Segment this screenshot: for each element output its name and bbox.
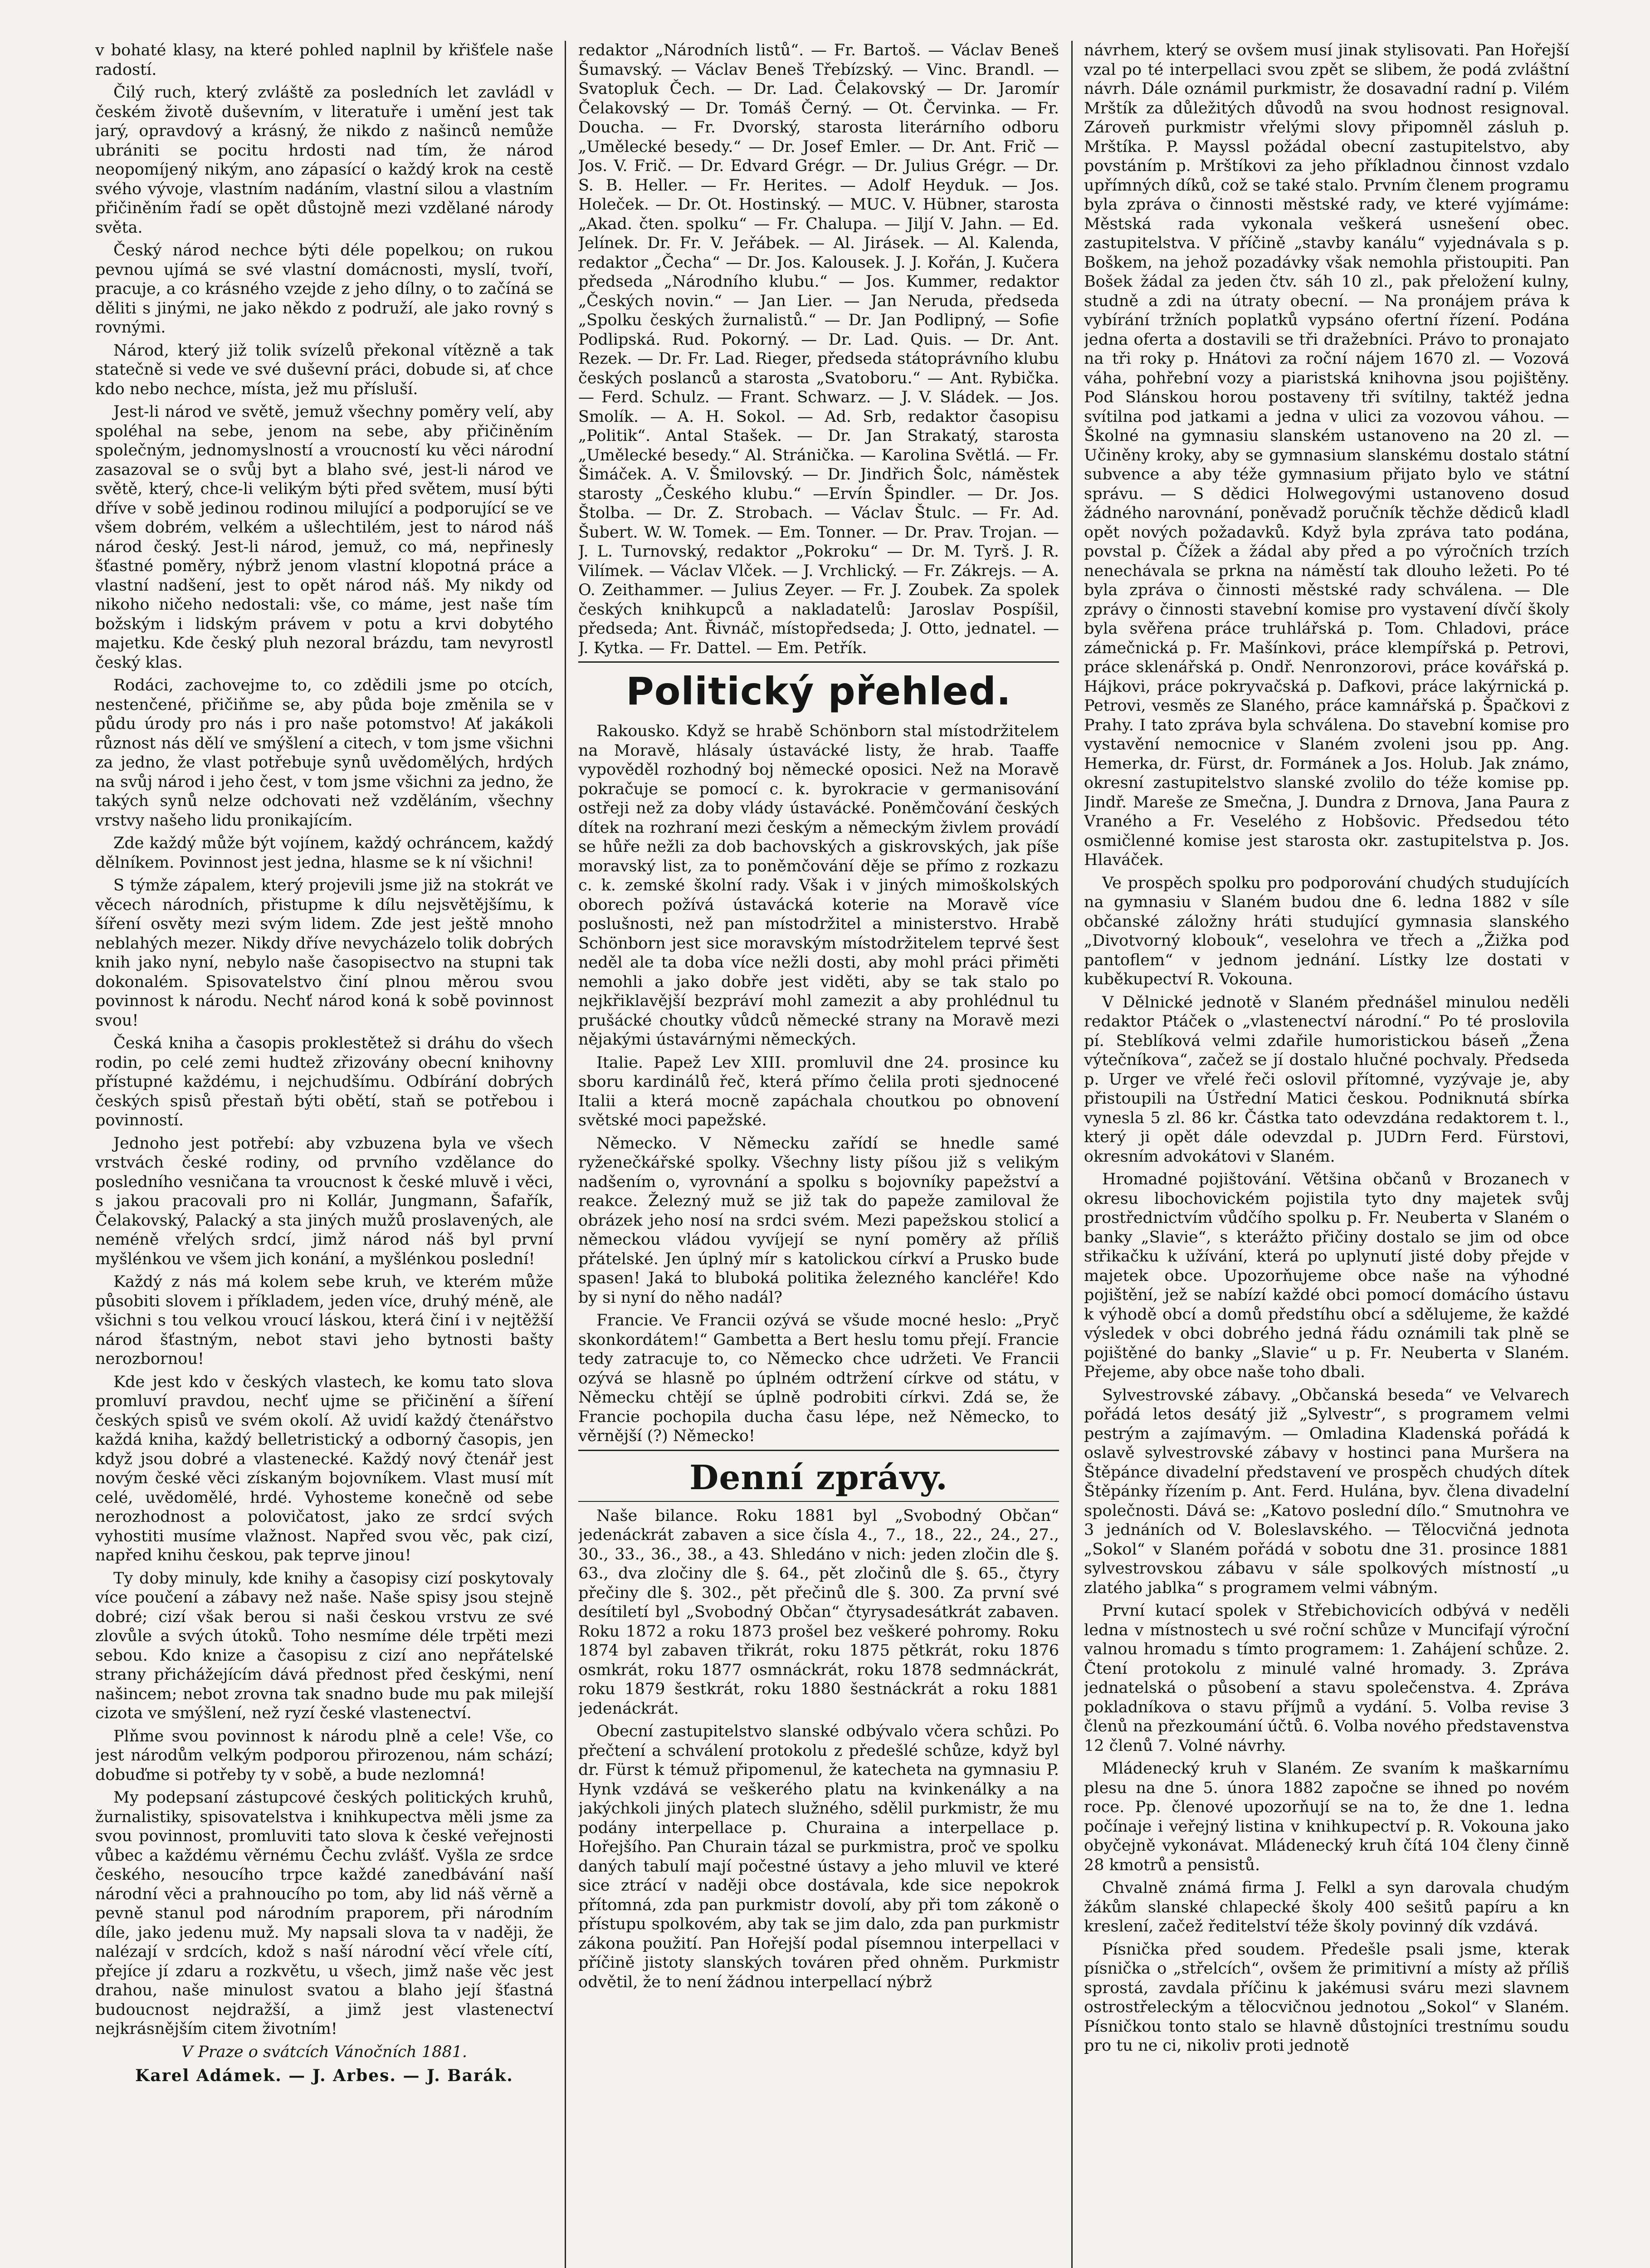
column-1: [95, 41, 553, 2268]
paragraph: Jest-li národ ve světě, jemuž všechny poměry velí, aby spoléhal na sebe, jenom na sebe, aby přičiněním společným, jednomyslností a vroucností ku věci národní zasazoval se o svůj byt a blaho své, jest-li národ ve světě, který, chce-li velikým býti před světem, musí býti dříve v sobě jedinou rodinou milující a podporující se ve všem dobrém, velkém a ušlechtilém, jest to národ náš národ český. Jest-li národ, jemuž, co má, nepřinesly šťastné poměry, nýbrž jenom vlastní klopotná práce a vlastní nadšení, jest to opět národ náš. My nikdy od nikoho ničeho nedostali: vše, co máme, jest naše tím božským i lidským právem v potu a krvi dobytého majetku. Kde český pluh nezoral brázdu, tam nevyrostl český klas.: [95, 403, 553, 672]
politics-item: Francie. Ve Francii ozývá se všude mocné heslo: „Pryč skonkordátem!“ Gambetta a Bert heslu tomu přejí. Francie tedy zatracuje to, co Německo chce udržeti. Ve Francii ozývá se hlasně po úplném odtržení církve od státu, v Německu chtějí se úplně podrobiti církvi. Zdá se, že Francie pochopila ducha času lépe, než Německo, to věrnější (?) Německo!: [578, 1311, 1059, 1445]
paragraph: Každý z nás má kolem sebe kruh, ve kterém může působiti slovem i příkladem, jeden více, druhý méně, ale všichni s tou velkou vroucí láskou, která činí i v nejtěžší národ šťastným, nebot stavi jeho bytnosti bašty nerozbornou!: [95, 1273, 553, 1368]
politics-item: Německo. V Německu zařídí se hnedle samé ryženečkářské spolky. Všechny listy píšou již s velikým nadšením o, vyrovnání a spolku s bojovníky papežství a reakce. Železný muž se již tak do papeže zamiloval že obrázek jeho nosí na srdci svém. Mezi papežskou stolicí a německou vládou vyvíjejí se nyní poměry až příliš přátelské. Jen úplný mír s katolickou církví a Prusko bude spasen! Jaká to bluboká politika železného kancléře! Kdo by si nyní do něho nadál?: [578, 1134, 1059, 1307]
paragraph: Plňme svou povinnost k národu plně a cele! Vše, co jest národům velkým podporou přirozenou, nám schází; dobuďme si potřeby ty v sobě, a bude nezlomná!: [95, 1727, 553, 1784]
divider: [578, 1450, 1059, 1451]
paragraph: Čilý ruch, který zvláště za posledních let zavládl v českém životě duševním, v literatuře i umění jest tak jarý, opravdový a krásný, že nikdo z našinců nemůže ubrániti se pocitu hrdosti nad tím, že národ neopomíjený nikým, ano zápasící o každý krok na cestě svého vývoje, vlastním nadáním, vlastní silou a vlastním přičiněním řadí se opět důstojně mezi vzdělané národy světa.: [95, 83, 553, 237]
paragraph: Český národ nechce býti déle popelkou; on rukou pevnou ujímá se své vlastní domácnosti, myslí, tvoří, pracuje, a co krásného vzejde z jeho dílny, o to začíná se děliti s jinými, ne jako někdo z podruží, ale jako rovný s rovnými.: [95, 241, 553, 337]
section-heading-news: Denní zprávy.: [689, 1458, 948, 1497]
paragraph: Česká kniha a časopis proklestětež si dráhu do všech rodin, po celé zemi hudtež zřizovány obecní knihovny přístupné každému, i nejchudšímu. Odbírání dobrých českých spisů přestaň býti obětí, staň se potřebou i povinností.: [95, 1034, 553, 1129]
signatories-list: redaktor „Národních listů“. — Fr. Bartoš. — Václav Beneš Šumavský. — Václav Beneš Třebízský. — Vinc. Brandl. — Svatopluk Čech. — Dr. Lad. Čelakovský — Dr. Jaromír Čelakovský — Dr. Tomáš Černý. — Ot. Červinka. — Fr. Doucha. — Fr. Dvorský, starosta literárního odboru „Umělecké besedy.“ — Dr. Josef Emler. — Dr. Ant. Frič — Jos. V. Frič. — Dr. Edvard Grégr. — Dr. Julius Grégr. — Dr. S. B. Heller. — Fr. Herites. — Adolf Heyduk. — Jos. Holeček. — Dr. Ot. Hostinský. — MUC. V. Hübner, starosta „Akad. čten. spolku“ — Fr. Chalupa. — Jiljí V. Jahn. — Ed. Jelínek. Dr. Fr. V. Jeřábek. — Al. Jirásek. — Al. Kalenda, redaktor „Čecha“ — Dr. Jos. Kalousek. J. J. Kořán, J. Kučera předseda „Národního klubu.“ — Jos. Kummer, redaktor „Českých novin.“ — Jan Lier. — Jan Neruda, předseda „Spolku českých žurnalistů.“ — Dr. Jan Podlipný, — Sofie Podlipská. Rud. Pokorný. — Dr. Lad. Quis. — Dr. Ant. Rezek. — Dr. Fr. Lad. Rieger, předseda státoprávního klubu českých poslanců a starosta „Svatoboru.“ — Ant. Rybička. — Ferd. Schulz. — Frant. Schwarz. — J. V. Sládek. — Jos. Smolík. — A. H. Sokol. — Ad. Srb, redaktor časopisu „Politik“. Antal Stašek. — Dr. Jan Strakatý, starosta „Umělecké besedy.“ Al. Stránička. — Karolina Světlá. — Fr. Šimáček. A. V. Šmilovský. — Dr. Jindřich Šolc, náměstek starosty „Českého klubu.“ —Ervín Špindler. — Dr. Jos. Štolba. — Dr. Z. Strobach. — Václav Štulc. — Fr. Ad. Šubert. W. W. Tomek. — Em. Tonner. — Dr. Prav. Trojan. — J. L. Turnovský, redaktor „Pokroku“ — Dr. M. Tyrš. J. R. Vilímek. — Václav Vlček. — J. Vrchlický. — Fr. Zákrejs. — A. O. Zeithammer. — Julius Zeyer. — Fr. J. Zoubek. Za spolek českých knihkupců a nakladatelů: Jaroslav Pospíšil, předseda; Ant. Řivnáč, místopředseda; J. Otto, jednatel. — J. Kytka. — Fr. Dattel. — Em. Petřík.: [578, 41, 1059, 657]
paragraph: Rodáci, zachovejme to, co zdědili jsme po otcích, nestenčené, přičiňme se, aby půda boje změnila se v půdu úrody pro nás i pro naše potomstvo! Ať jakákoli různost nás dělí ve smýšlení a citech, v tom jsme všichni za jedno, že vlast potřebuje synů uvědomělých, hrdých na svůj národ i jeho čest, v tom jsme všichni za jedno, že takých synů nelze odchovati než vzděláním, všechny vrstvy našeho lidu pronikajícím.: [95, 676, 553, 830]
paragraph: Jednoho jest potřebí: aby vzbuzena byla ve všech vrstvách české rodiny, od prvního vzdělance do posledního vesničana ta vroucnost k české mluvě i věci, s jakou pracovali pro ni Kollár, Jungmann, Šafařík, Čelakovský, Palacký a sta jiných mužů proslavených, ale neméně vřelých srdcí, jimž národ náš byl první myšlénkou ve všem jich konání, a myšlénkou poslední!: [95, 1134, 553, 1268]
column-divider: [1071, 41, 1073, 2268]
signatures: Karel Adámek. — J. Arbes. — J. Barák.: [135, 2066, 513, 2085]
news-item: Naše bilance. Roku 1881 byl „Svobodný Občan“ jedenáckrát zabaven a sice čísla 4., 7., 18., 22., 24., 27., 30., 33., 36., 38., a 43. Shledáno v nich: jeden zločin dle §. 63., dva zločiny dle §. 64., pět zločinů dle §. 65., čtyry přečiny dle §. 302., pět přečinů dle §. 300. Za první své desítiletí byl „Svobodný Občan“ čtyrysadesátkrát zabaven. Roku 1872 a roku 1873 prošel bez veškeré pohromy. Roku 1874 byl zabaven třikrát, roku 1875 pětkrát, roku 1876 osmkrát, roku 1877 osmnáckrát, roku 1878 sedmnáckrát, roku 1879 šestkrát, roku 1880 šestnáckrát a roku 1881 jedenáckrát.: [578, 1506, 1059, 1718]
paragraph: Zde každý může být vojínem, každý ochráncem, každý dělníkem. Povinnost jest jedna, hlasme se k ní všichni!: [95, 834, 553, 872]
paragraph: Kde jest kdo v českých vlastech, ke komu tato slova promluví pravdou, nechť ujme se přičinění a šíření českých spisů ve svém okolí. Až uvidí každý čtenářstvo každá kniha, každý belletristický a odborný časopis, jen když jsou dobré a vlastenecké. Každý nový čtenář jest novým české věci získaným bojovníkem. Vlast musí mít celé, uvědomělé, hrdé. Vyhosteme konečně od sebe nerozhodnost a polovičatost, jako ze srdcí svých vyhostiti musíme vlažnost. Napřed svou věc, pak cizí, napřed knihu českou, pak teprve jinou!: [95, 1373, 553, 1564]
politics-item: Italie. Papež Lev XIII. promluvil dne 24. prosince ku sboru kardinálů řeč, která přímo čelila proti sjednocené Italii a která mocně zapáchala choutkou po obnovení světské moci papežské.: [578, 1053, 1059, 1129]
news-item: Obecní zastupitelstvo slanské odbývalo včera schůzi. Po přečtení a schválení protokolu z předešlé schůze, když byl dr. Fürst k témuž připomenul, že katecheta na gymnasiu P. Hynk vzdává se veškerého platu na kvinkenálky a na jakýchkoli jiných platech služného, sdělil purkmistr, že mu podány interpellace p. Churaina a interpellace p. Hořejšího. Pan Churain tázal se purkmistra, proč ve spolku daných tabulí mají počestné ústavy a jeho mluvil ve které sice ztrácí v naději obce dostávala, kde sice nepokrok přítomná, zda pan purkmistr dovolí, aby při tom zákoně o přístupu spolkovém, aby tak se jim dalo, zda pan purkmistr zákona použití. Pan Hořejší podal písemnou interpellaci v příčině jistoty slanských továren před ohněm. Purkmistr odvětil, že to není žádnou interpellací nýbrž: [578, 1722, 1059, 1991]
paragraph: S týmže zápalem, který projevili jsme již na stokrát ve věcech národních, přistupme k dílu nejsvětějšímu, k šíření osvěty mezi svým lidem. Zde jest ještě mnoho neblahých mezer. Nikdy dříve nevycházelo tolik dobrých knih jako nyní, nebylo naše časopisectvo na stupni tak dokonalém. Spisovatelstvo činí plnou měrou svou povinnost k národu. Nechť národ koná k sobě povinnost svou!: [95, 876, 553, 1030]
column-divider: [565, 41, 566, 2268]
paragraph: Ve prospěch spolku pro podporování chudých studujících na gymnasiu v Slaném budou dne 6. ledna 1882 v síle občanské záložny hráti studující gymnasia slanského „Divotvorný klobouk“, veselohra ve třech a „Žižka pod pantoflem“ v jednom jednání. Lístky lze dostati v kuběkupectví R. Vokouna.: [1084, 874, 1569, 988]
paragraph: Chvalně známá firma J. Felkl a syn darovala chudým žákům slanské chlapecké školy 400 sešitů papíru a kn kreslení, začež ředitelství téže školy povinný dík vzdává.: [1084, 1879, 1569, 1936]
column-3: [1084, 41, 1569, 2268]
paragraph: návrhem, který se ovšem musí jinak stylisovati. Pan Hořejší vzal po té interpellaci svou zpět se slibem, že podá zvláštní návrh. Dále oznámil purkmistr, že dosavadní radní p. Vilém Mrštík za důležitých důvodů na svou hodnost resignoval. Zároveň purkmistr vřelými slovy připomněl zásluh p. Mrštíka. P. Mayssl požádal obecní zastupitelstvo, aby povstáním p. Mrštíkovi za jeho příkladnou činnost vzdalo upřímných díků, což se také stalo. Prvním členem programu byla zpráva o činnosti městské rady, ve které vyjímáme: Městská rada vykonala veškerá usnešení obec. zastupitelstva. V příčině „stavby kanálu“ vyjednávala s p. Boškem, na jehož pozadávky však nemohla přistoupiti. Pan Bošek žádal za jeden čtv. sáh 10 zl., pak přeložení kulny, studně a zdi na útraty obecní. — Na pronájem práva k vybírání tržních poplatků vypsáno ofertní řízení. Podána jedna oferta a dostavili se tři dražebníci. Právo to pronajato na tři roky p. Hnátovi za roční nájem 1670 zl. — Vozová váha, pohřební vozy a piaristská knihovna jsou pojištěny. Pod Slánskou horou postaveny tři svítilny, taktéž jedna svítilna pod jatkami a jedna v ulici za vozovou váhou. — Školné na gymnasiu slanském ustanoveno na 20 zl. — Učiněny kroky, aby se gymnasium slanskému dostalo státní subvence a aby téže gymnasium přijato bylo ve státní správu. — S dědici Holwegovými ustanoveno dosud žádného narovnání, poněvadž poručník těchže dědiců kladl opět nových požadavků. Když byla zpráva tato podána, povstal p. Čížek a žádal aby před a po výročních trzích nenechávala se prkna na náměstí tak dlouho ležeti. Po té byla zpráva o činnosti městské rady schválena. — Dle zprávy o činnosti stavební komise pro vystavení dívčí školy byla svěřena práce truhlářská p. Tom. Chladovi, práce zámečnická p. Fr. Mašínkovi, práce klempířská p. Petrovi, práce sklenářská p. Ondř. Nenronzorovi, práce kovářská p. Hájkovi, práce pokryvačská p. Dafkovi, práce lakýrnická p. Petrovi, vesměs ze Slaného, práce kamnářská p. Špačkovi z Prahy. I tato zpráva byla schválena. Do stavební komise pro vystavění nemocnice v Slaném zvoleni jsou pp. Ang. Hemerka, dr. Fürst, dr. Formánek a Jos. Holub. Jak známo, okresní zastupitelstvo slanské zvolilo do téže komise pp. Jindř. Mareše ze Smečna, J. Dundra z Drnova, Jana Paura z Vraného a Fr. Veselého z Hobšovic. Předsedou této osmičlenné komise jest starosta okr. zastupitelstva p. Jos. Hlaváček.: [1084, 41, 1569, 869]
newspaper-page: [95, 41, 1569, 2268]
divider: [578, 661, 1059, 663]
paragraph: Mládenecký kruh v Slaném. Ze svaním k maškarnímu plesu na dne 5. února 1882 započne se ihned po novém roce. Pp. členové upozorňují se na to, že dne 1. ledna počínaje i veřejný listina v knihkupectví p. R. Vokouna jako obyčejně vykonávat. Mládenecký kruh čítá 104 členy činně 28 kmotrů a pensistů.: [1084, 1760, 1569, 1874]
paragraph: První kutací spolek v Střebichovicích odbývá v neděli ledna v místnostech u své roční schůze v Muncifají výroční valnou hromadu s tímto programem: 1. Zahájení schůze. 2. Čtení protokolu z minulé valné hromady. 3. Zpráva jednatelská o působení a stavu společenstva. 4. Zpráva pokladníkova o stavu příjmů a vydání. 5. Volba revise 3 členů na přezkoumání účtů. 6. Volba nového představenstva 12 členů 7. Volné návrhy.: [1084, 1602, 1569, 1755]
place-date: V Praze o svátcích Vánočních 1881.: [181, 2043, 468, 2061]
paragraph: Hromadné pojištování. Většina občanů v Brozanech v okresu libochovickém pojistila tyto dny majetek svůj prostřednictvím vůdčího spolku p. Fr. Neuberta v Slaném o banky „Slavie“, s kterážto přičiny dostalo se jim od obce střikačku k užívání, která po uplynutí jisté doby přejde v majetek obce. Upozorňujeme obce naše na výhodné pojištění, jež se nabízí každé obci pomocí domácího ústavu k výhodě obcí a domů předstíhu obcí a sdělujeme, že každé výsledek v obci dobrého jedná řádu oznámili tak plně se pojištěné do banky „Slavie“ u p. Fr. Neuberta v Slaném. Přejeme, aby obce naše toho dbali.: [1084, 1170, 1569, 1381]
paragraph: Sylvestrovské zábavy. „Občanská beseda“ ve Velvarech pořádá letos desátý již „Sylvestr“, s programem velmi pestrým a zajímavým. — Omladina Kladenská pořádá k oslavě sylvestrovské zábavy v hostinci pana Muršera na Štěpánce divadelní představení ve prospěch chudých dítek Štěpánky řízením p. Ant. Ferd. Hulána, byv. člena divadelní společnosti. Dává se: „Katovo poslední dílo.“ Smutnohra ve 3 jednáních od V. Boleslavského. — Tělocvičná jednota „Sokol“ v Slaném pořádá v sobotu dne 31. prosince 1881 sylvestrovskou zábavu v sále spolkových místností „u zlatého jablka“ s programem velmi vábným.: [1084, 1386, 1569, 1597]
paragraph: My podepsaní zástupcové českých politických kruhů, žurnalistiky, spisovatelstva i knihkupectva měli jsme za svou povinnost, promluviti tato slova k české veřejnosti vůbec a každému věrnému Čechu zvlášť. Vyšla ze srdce českého, nesoucího trpce každé zanedbávání naší národní věci a prahnoucího po tom, aby lid náš věrně a pevně stanul pod národním praporem, při národním díle, jako jedenu muž. My napsali slova ta v naději, že nalézají v srdcích, kdož s naší národní věcí vřele cítí, přejíce jí zdaru a rozkvětu, u všech, jimž naše věc jest drahou, naše minulost svatou a blaho její šťastná budoucnost nejdražší, a jimž jest vlastenectví nejkrásnějším citem životním!: [95, 1789, 553, 2038]
paragraph: Písnička před soudem. Předešle psali jsme, kterak písnička o „střelcích“, ovšem že primitivní a místy až příliš sprostá, zavdala příčinu k jakémusi sváru mezi slavnem ostrostřeleckým a tělocvičnou jednotou „Sokol“ v Slaném. Písničkou tonto stalo se hlavně důstojníci trestnímu soudu pro tu ne ci, nikoliv proti jednotě: [1084, 1940, 1569, 2055]
section-heading-politics: Politický přehled.: [626, 669, 1011, 714]
divider: [578, 1501, 1059, 1502]
politics-item: Rakousko. Když se hrabě Schönborn stal místodržitelem na Moravě, hlásaly ústavácké listy, že hrab. Taaffe vypověděl rozhodný boj německé oposici. Než na Moravě pokračuje se pomocí c. k. byrokracie v germanisování ostřeji než za doby vlády ústavácké. Poněmčování českých dítek na rozhraní mezi českým a německým živlem provádí se hůře nežli za dob bachovských a giskrovských, jak píše moravský list, za to poněmčování děje se přímo z rozkazu c. k. zemské školní rady. Však i v jiných mimoškolských oborech požívá ústavácká koterie na Moravě více poslušnosti, než pan místodržitel a ministerstvo. Hrabě Schönborn jest sice moravským místodržitelem teprvé šest neděl ale ta doba více nežli dosti, aby mohl práci přiměti nemohli a jako dobře jest viděti, aby se tak stalo po nejkřiklavější bezpráví mohl zamezit a aby prohlédnul tu prušácké choutky vůdců německé strany na Moravě mezi nějakými ústavárnými německých.: [578, 722, 1059, 1049]
paragraph: V Dělnické jednotě v Slaném přednášel minulou neděli redaktor Ptáček o „vlastenectví národní.“ Po té proslovila pí. Steblíková velmi zdařile humoristickou báseň „Žena výtečníkova“, začež se jí dostalo hlučné pochvaly. Předseda p. Urger ve vřelé řeči oslovil přítomné, vyzývaje je, aby přistoupili na Ústřední Matici českou. Podniknutá sbírka vynesla 5 zl. 86 kr. Částka tato odevzdána redaktorem t. l., který ji opět dále odevzdal p. JUDrn Ferd. Fürstovi, okresním advokátovi v Slaném.: [1084, 993, 1569, 1166]
paragraph: Ty doby minuly, kde knihy a časopisy cizí poskytovaly více poučení a zábavy než naše. Naše spisy jsou stejně dobré; cizí však berou si naši českou vrstvu ze své zlovůle a svých útoků. Toho nesmíme déle trpěti mezi sebou. Kdo knize a časopisu z cizí ano nepřátelské strany přichážejícím dává přednost před českými, není našincem; nebot zrovna tak snadno bude mu pak milejší cizota ve smýšlení, než ryzí české vlastenectví.: [95, 1569, 553, 1722]
paragraph: v bohaté klasy, na které pohled naplnil by křišťele naše radostí.: [95, 41, 553, 79]
column-2: [578, 41, 1059, 2268]
paragraph: Národ, který již tolik svízelů překonal vítězně a tak statečně si vede ve své duševní práci, dobude si, ať chce kdo nebo nechce, místa, jež mu přísluší.: [95, 341, 553, 398]
